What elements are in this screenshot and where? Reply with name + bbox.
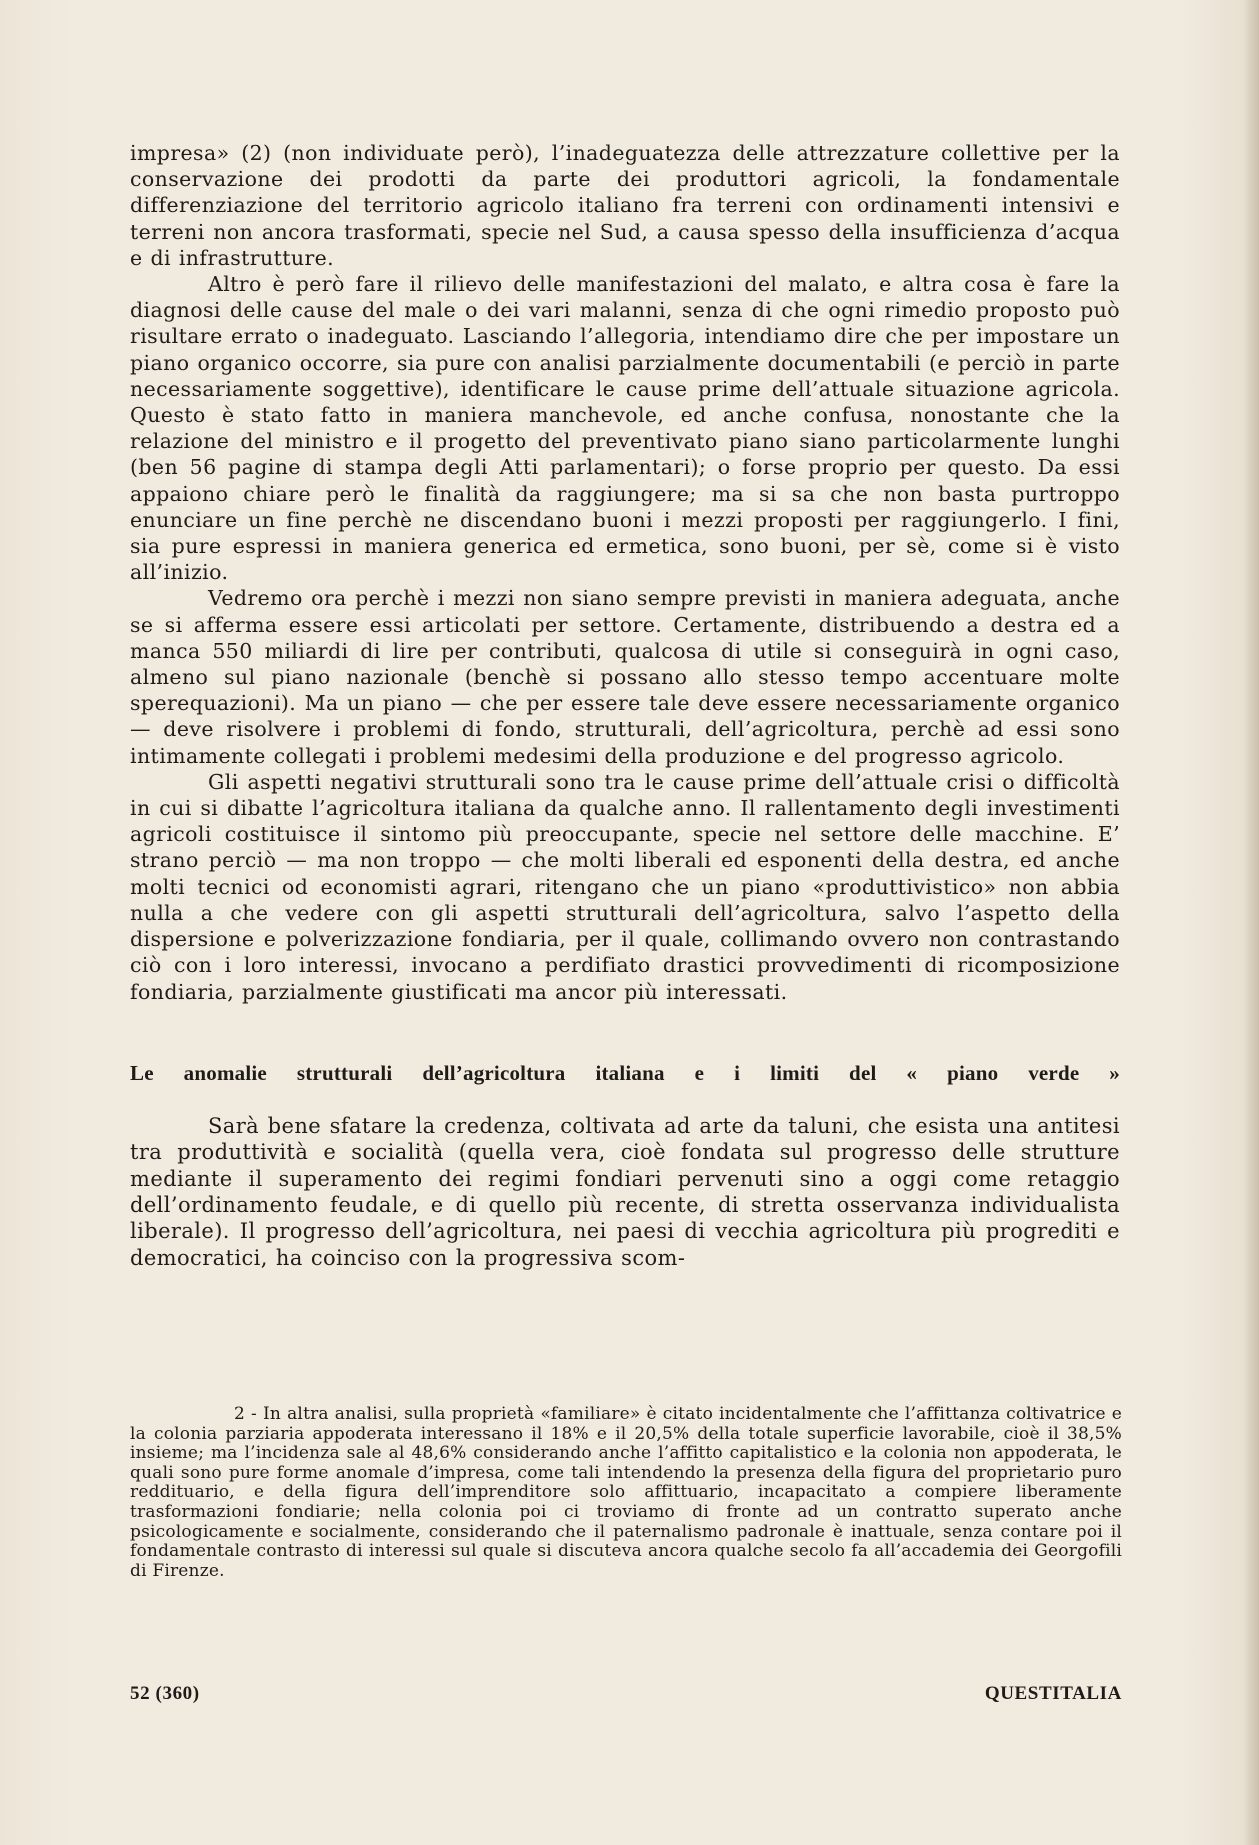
section-heading: Le anomalie strutturali dell’agricoltura italiana e i limiti del « piano verde » bbox=[130, 1060, 1120, 1085]
page-edge-shadow bbox=[1243, 0, 1259, 1845]
section-paragraph: Sarà bene sfatare la credenza, coltivata ad arte da taluni, che esista una antitesi tra produttività e socialità (quella vera, cioè fondata sul progresso delle strutture mediante il superamento dei regimi fondiari pervenuti sino a oggi come retaggio dell’ordinamento feudale, e di quello più recente, di stretta osservanza individualista liberale). Il progresso dell’agricoltura, nei paesi di vecchia agricoltura più progrediti e democratici, ha coinciso con la progressiva scom- bbox=[130, 1113, 1120, 1270]
footnote-text: 2 - In altra analisi, sulla proprietà «familiare» è citato incidentalmente che l’affittanza coltivatrice e la colonia parziaria appoderata interessano il 18% e il 20,5% della totale superficie lavorabile, cioè il 38,5% insieme; ma l’incidenza sale al 48,6% considerando anche l’affitto capitalistico e la colonia non appoderata, le quali sono pure forme anomale d’impresa, come tali intendendo la presenza della figura del proprietario puro reddituario, e della figura dell’imprenditore solo affittuario, incapacitato a compiere liberamente trasformazioni fondiarie; nella colonia poi ci troviamo di fronte ad un contratto superato anche psicologicamente e socialmente, considerando che il paternalismo padronale è inattuale, senza contare poi il fondamentale contrasto di interessi sul quale si discuteva ancora qualche secolo fa all’accademia dei Georgofili di Firenze. bbox=[130, 1404, 1122, 1581]
footnote bbox=[130, 1405, 1122, 1581]
page-number: 52 (360) bbox=[130, 1683, 200, 1704]
paragraph-4: Gli aspetti negativi strutturali sono tra le cause prime dell’attuale crisi o difficoltà in cui si dibatte l’agricoltura italiana da qualche anno. Il rallentamento degli investimenti agricoli costituisce il sintomo più preoccupante, specie nel settore delle macchine. E’ strano perciò — ma non troppo — che molti liberali ed esponenti della destra, ed anche molti tecnici od economisti agrari, ritengano che un piano «produttivistico» non abbia nulla a che vedere con gli aspetti strutturali dell’agricoltura, salvo l’aspetto della dispersione e polverizzazione fondiaria, per il quale, collimando ovvero non contrastando ciò con i loro interessi, invocano a perdifiato drastici provvedimenti di ricomposizione fondiaria, parzialmente giustificati ma ancor più interessati. bbox=[130, 769, 1120, 1004]
article-column bbox=[130, 140, 1120, 1271]
paragraph-1: impresa» (2) (non individuate però), l’inadeguatezza delle attrezzature collettive per la conservazione dei prodotti da parte dei produttori agricoli, la fondamentale differenziazione del territorio agricolo italiano fra terreni con ordinamenti intensivi e terreni non ancora trasformati, specie nel Sud, a causa spesso della insufficienza d’acqua e di infrastrutture. bbox=[130, 141, 1120, 270]
section-body bbox=[130, 1113, 1120, 1271]
paragraph-2: Altro è però fare il rilievo delle manifestazioni del malato, e altra cosa è fare la diagnosi delle cause del male o dei vari malanni, senza di che ogni rimedio proposto può risultare errato o inadeguato. Lasciando l’allegoria, intendiamo dire che per impostare un piano organico occorre, sia pure con analisi parzialmente documentabili (e perciò in parte necessariamente soggettive), identificare le cause prime dell’attuale situazione agricola. Questo è stato fatto in maniera manchevole, ed anche confusa, nonostante che la relazione del ministro e il progetto del preventivato piano siano particolarmente lunghi (ben 56 pagine di stampa degli Atti parlamentari); o forse proprio per questo. Da essi appaiono chiare però le finalità da raggiungere; ma si sa che non basta purtroppo enunciare un fine perchè ne discendano buoni i mezzi proposti per raggiungerlo. I fini, sia pure espressi in maniera generica ed ermetica, sono buoni, per sè, come si è visto all’inizio. bbox=[130, 272, 1120, 585]
article-body bbox=[130, 140, 1120, 1005]
journal-name: QUESTITALIA bbox=[984, 1683, 1122, 1704]
paragraph-3: Vedremo ora perchè i mezzi non siano sempre previsti in maniera adeguata, anche se si afferma essere essi articolati per settore. Certamente, distribuendo a destra ed a manca 550 miliardi di lire per contributi, qualcosa di utile si conseguirà in ogni caso, almeno sul piano nazionale (benchè si possano allo stesso tempo accentuare molte sperequazioni). Ma un piano — che per essere tale deve essere necessariamente organico — deve risolvere i problemi di fondo, strutturali, dell’agricoltura, perchè ad essi sono intimamente collegati i problemi medesimi della produzione e del progresso agricolo. bbox=[130, 586, 1120, 768]
